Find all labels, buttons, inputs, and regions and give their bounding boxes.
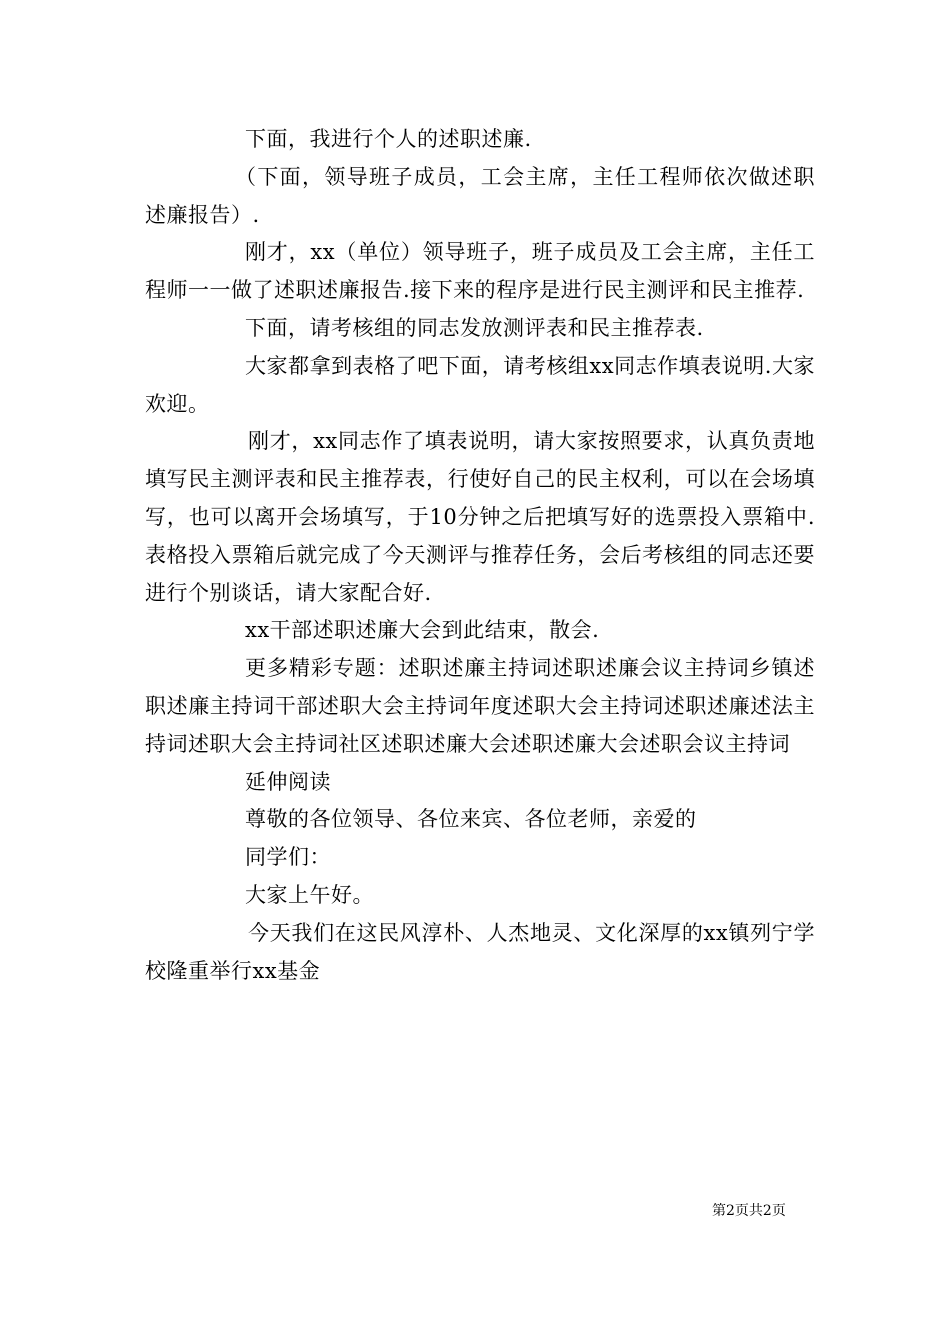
paragraph: 下面，请考核组的同志发放测评表和民主推荐表. [245, 315, 704, 340]
paragraph: 刚才，xx（单位）领导班子，班子成员及工会主席，主任工程师一一做了述职述廉报告.接下来的程序是进行民主测评和民主推荐. [145, 240, 815, 303]
paragraph: xx干部述职述廉大会到此结束，散会. [245, 618, 600, 643]
paragraph: 刚才，xx同志作了填表说明，请大家按照要求，认真负责地填写民主测评表和民主推荐表，行使好自己的民主权利，可以在会场填写，也可以离开会场填写，于10分钟之后把填写好的选票投入票箱中.表格投入票箱后就完成了今天测评与推荐任务，会后考核组的同志还要进行个别谈话，请大家配合好. [145, 429, 815, 605]
document-body [145, 121, 815, 990]
paragraph: 大家上午好。 [245, 882, 374, 907]
page-number: 第2页共2页 [712, 1203, 786, 1219]
section-heading: 延伸阅读 [245, 769, 331, 794]
paragraph: 同学们： [245, 845, 331, 870]
paragraph: （下面，领导班子成员，工会主席，主任工程师依次做述职述廉报告）. [145, 164, 815, 227]
paragraph: 下面，我进行个人的述职述廉. [245, 127, 532, 151]
paragraph: 今天我们在这民风淳朴、人杰地灵、文化深厚的xx镇列宁学校隆重举行xx基金 [145, 920, 815, 983]
paragraph: 更多精彩专题：述职述廉主持词述职述廉会议主持词乡镇述职述廉主持词干部述职大会主持词年度述职大会主持词述职述廉述法主持词述职大会主持词社区述职述廉大会述职述廉大会述职会议主持词 [145, 656, 815, 756]
paragraph: 尊敬的各位领导、各位来宾、各位老师，亲爱的 [245, 807, 697, 832]
paragraph: 大家都拿到表格了吧下面，请考核组xx同志作填表说明.大家欢迎。 [145, 353, 815, 416]
